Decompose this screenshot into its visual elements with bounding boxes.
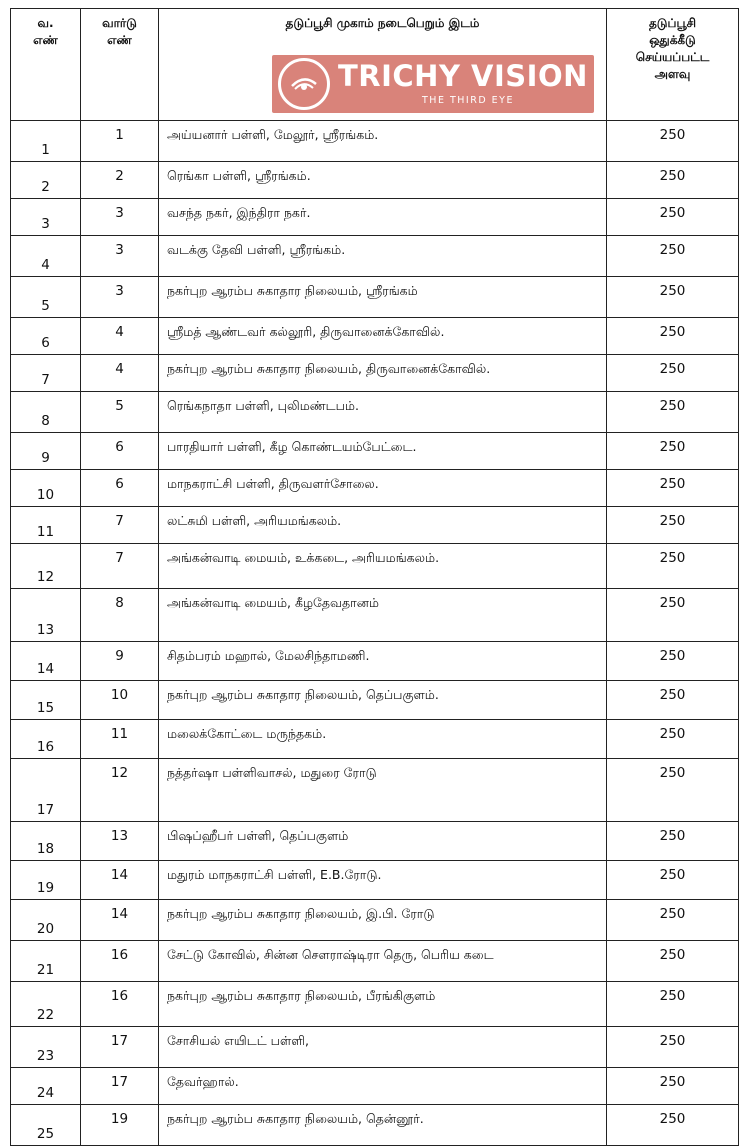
table-row <box>11 941 739 982</box>
table-row <box>11 681 739 720</box>
header-line: தடுப்பூசி முகாம் நடைபெறும் இடம் <box>285 16 480 30</box>
serial-number-cell: 6 <box>11 318 81 355</box>
header-line: செய்யப்பட்ட <box>635 50 710 64</box>
vaccine-quantity-cell: 250 <box>607 1105 739 1146</box>
vaccine-allocation-header <box>607 9 739 121</box>
vaccine-quantity-cell: 250 <box>607 355 739 392</box>
vaccine-quantity-cell: 250 <box>607 589 739 642</box>
vaccine-quantity-cell: 250 <box>607 642 739 681</box>
serial-number-cell: 1 <box>11 121 81 162</box>
table-body <box>11 121 739 1146</box>
table-row <box>11 544 739 589</box>
vaccine-quantity-cell: 250 <box>607 720 739 759</box>
camp-location-cell: நகர்புற ஆரம்ப சுகாதார நிலையம், இ.பி. ரோடு <box>159 900 607 941</box>
serial-number-cell: 4 <box>11 236 81 277</box>
camp-location-cell: லட்சுமி பள்ளி, அரியமங்கலம். <box>159 507 607 544</box>
serial-number-cell: 20 <box>11 900 81 941</box>
vaccine-quantity-cell: 250 <box>607 507 739 544</box>
ward-number-cell: 6 <box>81 433 159 470</box>
camp-location-cell: அய்யனார் பள்ளி, மேலூர், ஸ்ரீரங்கம். <box>159 121 607 162</box>
vaccine-quantity-cell: 250 <box>607 392 739 433</box>
ward-number-cell: 17 <box>81 1027 159 1068</box>
camp-location-cell: நகர்புற ஆரம்ப சுகாதார நிலையம், பீரங்கிகுளம் <box>159 982 607 1027</box>
camp-location-cell: ஸ்ரீமத் ஆண்டவர் கல்லூரி, திருவானைக்கோவில். <box>159 318 607 355</box>
ward-number-cell: 13 <box>81 822 159 861</box>
serial-number-cell: 21 <box>11 941 81 982</box>
vaccine-quantity-cell: 250 <box>607 861 739 900</box>
table-row <box>11 507 739 544</box>
ward-number-cell: 12 <box>81 759 159 822</box>
serial-number-cell: 11 <box>11 507 81 544</box>
camp-location-cell: ரெங்கா பள்ளி, ஸ்ரீரங்கம். <box>159 162 607 199</box>
vaccine-quantity-cell: 250 <box>607 982 739 1027</box>
vaccine-quantity-cell: 250 <box>607 199 739 236</box>
vaccine-quantity-cell: 250 <box>607 433 739 470</box>
table-row <box>11 162 739 199</box>
watermark-title: TRICHY VISION <box>338 59 588 93</box>
ward-number-cell: 2 <box>81 162 159 199</box>
table-row <box>11 199 739 236</box>
serial-number-cell: 13 <box>11 589 81 642</box>
camp-location-cell: அங்கன்வாடி மையம், உக்கடை, அரியமங்கலம். <box>159 544 607 589</box>
serial-number-cell: 2 <box>11 162 81 199</box>
serial-number-cell: 16 <box>11 720 81 759</box>
ward-number-cell: 3 <box>81 236 159 277</box>
camp-location-cell: சேட்டு கோவில், சின்ன சௌராஷ்டிரா தெரு, பெரிய கடை <box>159 941 607 982</box>
camp-location-cell: பிஷப்ஹீபர் பள்ளி, தெப்பகுளம் <box>159 822 607 861</box>
camp-location-cell: சோசியல் எயிடட் பள்ளி, <box>159 1027 607 1068</box>
header-line: அளவு <box>654 67 691 81</box>
table-row <box>11 121 739 162</box>
serial-number-cell: 5 <box>11 277 81 318</box>
ward-number-cell: 7 <box>81 507 159 544</box>
trichy-vision-watermark <box>272 55 594 113</box>
table-row <box>11 355 739 392</box>
ward-number-cell: 19 <box>81 1105 159 1146</box>
camp-location-cell: அங்கன்வாடி மையம், கீழதேவதானம் <box>159 589 607 642</box>
table-row <box>11 720 739 759</box>
serial-number-cell: 7 <box>11 355 81 392</box>
ward-number-cell: 4 <box>81 355 159 392</box>
vaccine-quantity-cell: 250 <box>607 318 739 355</box>
serial-number-cell: 3 <box>11 199 81 236</box>
camp-location-cell: சிதம்பரம் மஹால், மேலசிந்தாமணி. <box>159 642 607 681</box>
camp-location-cell: நகர்புற ஆரம்ப சுகாதார நிலையம், ஸ்ரீரங்கம் <box>159 277 607 318</box>
ward-number-cell: 16 <box>81 941 159 982</box>
vaccine-quantity-cell: 250 <box>607 277 739 318</box>
ward-number-cell: 10 <box>81 681 159 720</box>
vaccine-quantity-cell: 250 <box>607 236 739 277</box>
vaccine-quantity-cell: 250 <box>607 681 739 720</box>
serial-number-cell: 23 <box>11 1027 81 1068</box>
table-row <box>11 433 739 470</box>
serial-number-cell: 18 <box>11 822 81 861</box>
table-row <box>11 1068 739 1105</box>
vaccine-quantity-cell: 250 <box>607 470 739 507</box>
camp-location-cell: மலைக்கோட்டை மருந்தகம். <box>159 720 607 759</box>
vaccine-quantity-cell: 250 <box>607 941 739 982</box>
table-row <box>11 900 739 941</box>
ward-number-header <box>81 9 159 121</box>
ward-number-cell: 7 <box>81 544 159 589</box>
ward-number-cell: 3 <box>81 277 159 318</box>
ward-number-cell: 5 <box>81 392 159 433</box>
serial-number-cell: 8 <box>11 392 81 433</box>
table-row <box>11 822 739 861</box>
header-line: எண் <box>33 33 58 47</box>
ward-number-cell: 14 <box>81 861 159 900</box>
ward-number-cell: 11 <box>81 720 159 759</box>
camp-location-cell: ரெங்கநாதா பள்ளி, புலிமண்டபம். <box>159 392 607 433</box>
serial-number-cell: 15 <box>11 681 81 720</box>
ward-number-cell: 1 <box>81 121 159 162</box>
vaccine-quantity-cell: 250 <box>607 1068 739 1105</box>
camp-location-cell: மதுரம் மாநகராட்சி பள்ளி, E.B.ரோடு. <box>159 861 607 900</box>
table-row <box>11 1027 739 1068</box>
table-row <box>11 642 739 681</box>
vaccine-quantity-cell: 250 <box>607 544 739 589</box>
camp-location-cell: நகர்புற ஆரம்ப சுகாதார நிலையம், தென்னூர். <box>159 1105 607 1146</box>
serial-number-cell: 10 <box>11 470 81 507</box>
ward-number-cell: 14 <box>81 900 159 941</box>
vaccine-quantity-cell: 250 <box>607 1027 739 1068</box>
table-row <box>11 759 739 822</box>
table-row <box>11 236 739 277</box>
ward-number-cell: 6 <box>81 470 159 507</box>
serial-number-cell: 14 <box>11 642 81 681</box>
header-line: வ. <box>37 16 54 30</box>
table-row <box>11 392 739 433</box>
camp-location-cell: நகர்புற ஆரம்ப சுகாதார நிலையம், தெப்பகுளம். <box>159 681 607 720</box>
ward-number-cell: 8 <box>81 589 159 642</box>
table-row <box>11 318 739 355</box>
camp-location-cell: மாநகராட்சி பள்ளி, திருவளர்சோலை. <box>159 470 607 507</box>
serial-number-cell: 19 <box>11 861 81 900</box>
camp-location-cell: பாரதியார் பள்ளி, கீழ கொண்டயம்பேட்டை. <box>159 433 607 470</box>
ward-number-cell: 9 <box>81 642 159 681</box>
camp-location-cell: வசந்த நகர், இந்திரா நகர். <box>159 199 607 236</box>
table-row <box>11 470 739 507</box>
ward-number-cell: 17 <box>81 1068 159 1105</box>
camp-location-cell: தேவர்ஹால். <box>159 1068 607 1105</box>
table-row <box>11 861 739 900</box>
header-line: தடுப்பூசி <box>648 16 696 30</box>
table-row <box>11 982 739 1027</box>
serial-number-cell: 22 <box>11 982 81 1027</box>
vaccine-quantity-cell: 250 <box>607 121 739 162</box>
camp-location-cell: நகர்புற ஆரம்ப சுகாதார நிலையம், திருவானைக்கோவில். <box>159 355 607 392</box>
ward-number-cell: 4 <box>81 318 159 355</box>
table-row <box>11 589 739 642</box>
header-line: எண் <box>107 33 132 47</box>
serial-number-cell: 24 <box>11 1068 81 1105</box>
camp-location-cell: நத்தர்ஷா பள்ளிவாசல், மதுரை ரோடு <box>159 759 607 822</box>
header-line: ஒதுக்கீடு <box>649 33 696 47</box>
vaccine-quantity-cell: 250 <box>607 900 739 941</box>
camp-location-cell: வடக்கு தேவி பள்ளி, ஸ்ரீரங்கம். <box>159 236 607 277</box>
ward-number-cell: 16 <box>81 982 159 1027</box>
watermark-subtitle: THE THIRD EYE <box>422 95 514 106</box>
vaccination-camp-table-sheet <box>10 8 738 1146</box>
serial-number-cell: 17 <box>11 759 81 822</box>
vaccination-camp-table <box>10 8 739 1146</box>
table-row <box>11 1105 739 1146</box>
vaccine-quantity-cell: 250 <box>607 162 739 199</box>
table-row <box>11 277 739 318</box>
vaccine-quantity-cell: 250 <box>607 822 739 861</box>
header-line: வார்டு <box>102 16 137 30</box>
serial-number-cell: 12 <box>11 544 81 589</box>
eye-logo-icon <box>278 58 330 110</box>
ward-number-cell: 3 <box>81 199 159 236</box>
serial-number-cell: 9 <box>11 433 81 470</box>
serial-number-cell: 25 <box>11 1105 81 1146</box>
vaccine-quantity-cell: 250 <box>607 759 739 822</box>
serial-number-header <box>11 9 81 121</box>
